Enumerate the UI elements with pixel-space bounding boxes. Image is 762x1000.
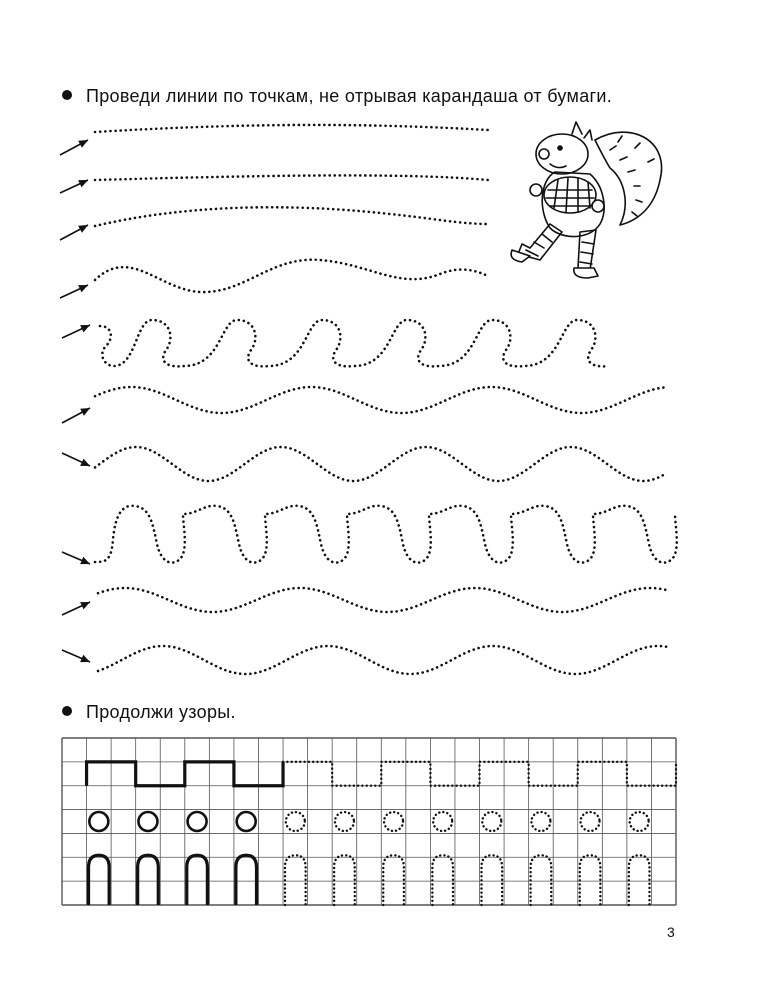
circle-sample [188, 812, 207, 831]
circle-dotted [630, 812, 649, 831]
arch-dotted [629, 855, 650, 905]
instruction-continue-patterns-text: Продолжи узоры. [86, 702, 236, 722]
arch-sample [138, 855, 159, 905]
instruction-trace-lines-text: Проведи линии по точкам, не отрывая карандаша от бумаги. [86, 86, 613, 106]
arch-dotted [481, 855, 502, 905]
circle-dotted [384, 812, 403, 831]
circle-dotted [286, 812, 305, 831]
circle-dotted [482, 812, 501, 831]
arch-dotted [432, 855, 453, 905]
arch-sample [236, 855, 257, 905]
grid-lines [62, 738, 676, 905]
circle-sample [138, 812, 157, 831]
arch-dotted [531, 855, 552, 905]
arch-dotted [383, 855, 404, 905]
circle-dotted [335, 812, 354, 831]
circle-sample [237, 812, 256, 831]
arch-sample [187, 855, 208, 905]
arch-sample [89, 855, 110, 905]
circle-dotted [531, 812, 550, 831]
circle-dotted [433, 812, 452, 831]
page-number: 3 [667, 924, 675, 940]
circle-dotted [581, 812, 600, 831]
arch-dotted [285, 855, 306, 905]
square-wave-sample [87, 762, 283, 786]
square-wave-dotted [283, 762, 676, 786]
arch-dotted [334, 855, 355, 905]
circle-sample [89, 812, 108, 831]
arch-dotted [580, 855, 601, 905]
